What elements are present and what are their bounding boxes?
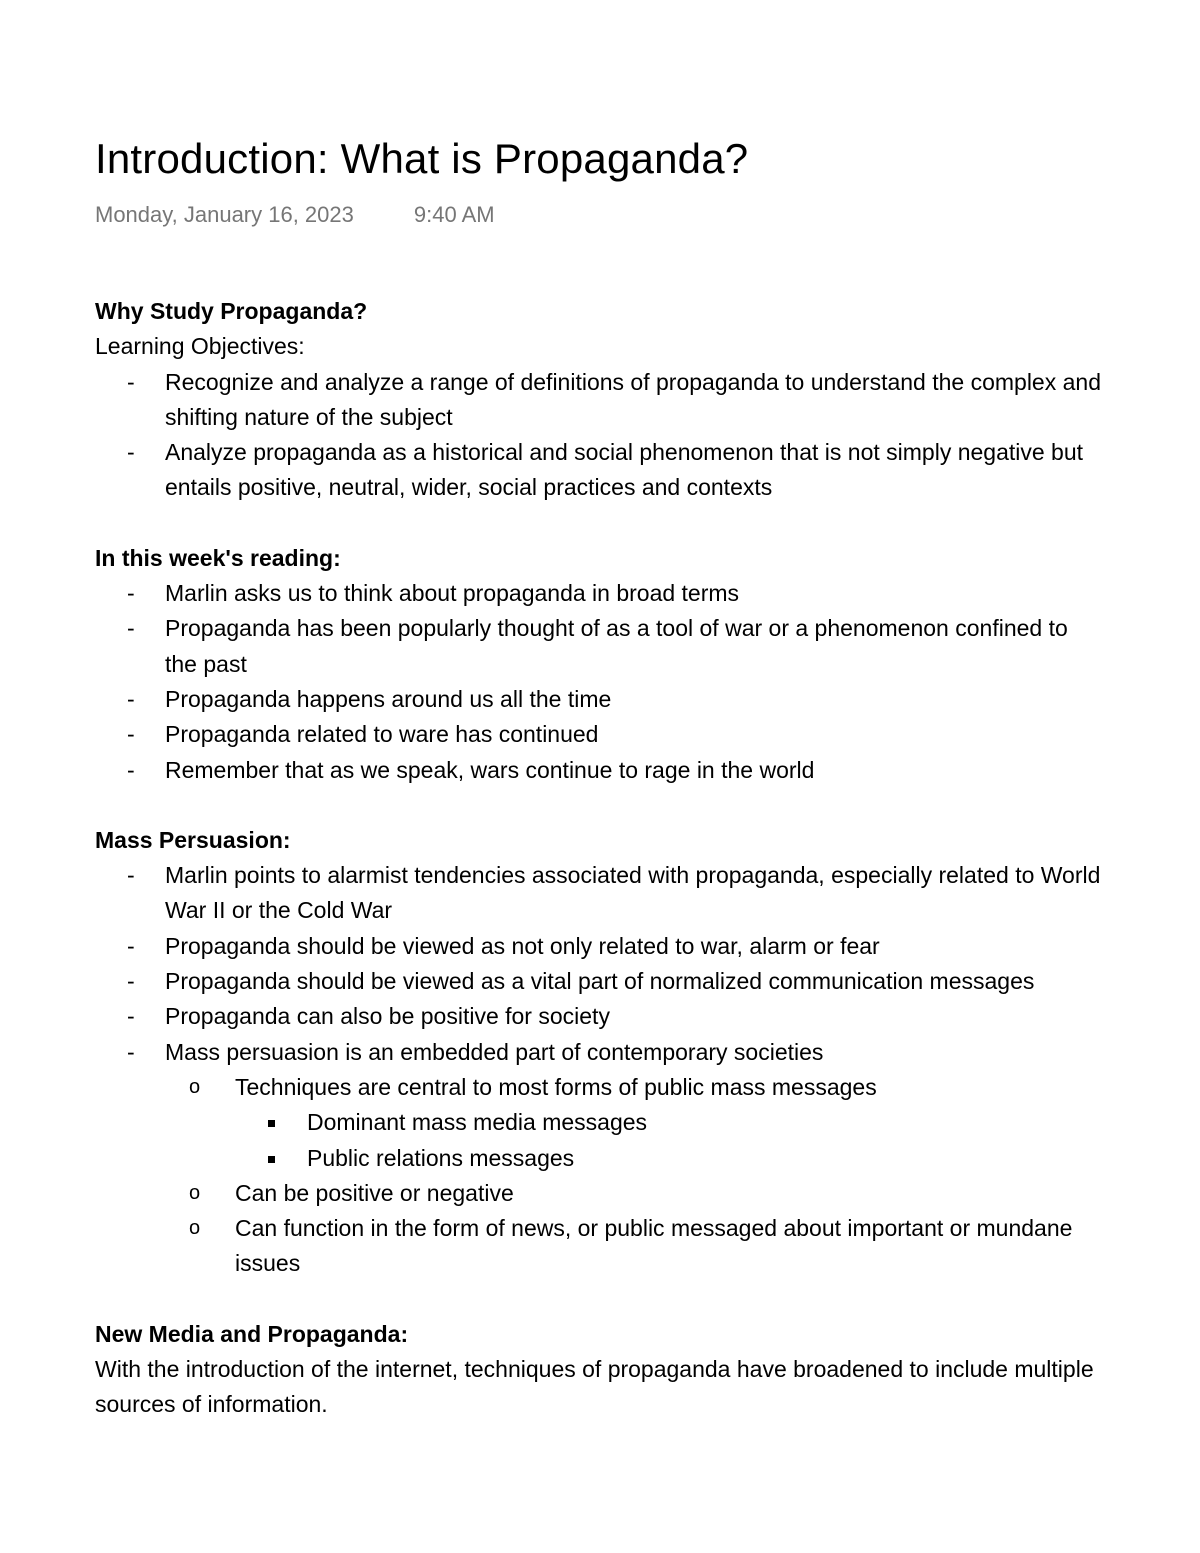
list-item: Public relations messages xyxy=(235,1141,1105,1176)
section-paragraph: With the introduction of the internet, techniques of propaganda have broadened to include multiple sources of information. xyxy=(95,1356,1094,1418)
list-item: - Recognize and analyze a range of definitions of propaganda to understand the complex and shifting nature of the subject xyxy=(95,365,1105,436)
section-heading: In this week's reading: xyxy=(95,544,341,571)
square-bullet-icon xyxy=(268,1156,275,1163)
dash-bullet: - xyxy=(127,862,135,889)
list-item: - Marlin points to alarmist tendencies associated with propaganda, especially related to World War II or the Cold War xyxy=(95,858,1105,929)
dash-bullet: - xyxy=(127,1003,135,1030)
dash-bullet: - xyxy=(127,439,135,466)
section-heading: New Media and Propaganda: xyxy=(95,1320,409,1347)
dash-bullet: - xyxy=(127,932,135,959)
mass-persuasion-list xyxy=(95,858,1105,1282)
list-item: o Techniques are central to most forms of public mass messages Dominant mass media messages Public relations messages xyxy=(165,1070,1105,1176)
dash-bullet: - xyxy=(127,721,135,748)
nested-list xyxy=(235,1105,1105,1176)
list-item: - Remember that as we speak, wars continue to rage in the world xyxy=(95,753,1105,788)
list-item: - Analyze propaganda as a historical and social phenomenon that is not simply negative but entails positive, neutral, wider, social practices and contexts xyxy=(95,435,1105,506)
circle-bullet: o xyxy=(189,1181,201,1204)
list-item: - Propaganda has been popularly thought of as a tool of war or a phenomenon confined to the past xyxy=(95,611,1105,682)
note-page xyxy=(95,130,1105,1423)
section-heading: Why Study Propaganda? xyxy=(95,298,368,324)
dash-bullet: - xyxy=(127,1038,135,1065)
list-item: Dominant mass media messages xyxy=(235,1105,1105,1140)
list-item: - Propaganda related to ware has continued xyxy=(95,717,1105,752)
page-title: Introduction: What is Propaganda? xyxy=(95,135,749,182)
list-item: - Marlin asks us to think about propaganda in broad terms xyxy=(95,576,1105,611)
section-new-media xyxy=(95,1317,1105,1423)
circle-bullet: o xyxy=(189,1075,201,1098)
dash-bullet: - xyxy=(127,685,135,712)
note-timestamp xyxy=(95,200,1105,230)
list-item: o Can function in the form of news, or public messaged about important or mundane issues xyxy=(165,1211,1105,1282)
section-heading: Mass Persuasion: xyxy=(95,826,291,853)
dash-bullet: - xyxy=(127,968,135,995)
section-why-study xyxy=(95,294,1105,506)
nested-list xyxy=(165,1070,1105,1282)
dash-bullet: - xyxy=(127,615,135,642)
dash-bullet: - xyxy=(127,368,135,395)
list-item: - Mass persuasion is an embedded part of contemporary societies o Techniques are central to most forms of public mass messages Dominant mass media messages Public relations messages o Can be positive or negative o Can function in the form of news, or public messaged about important or mundane issues xyxy=(95,1035,1105,1282)
list-item: - Propaganda should be viewed as a vital part of normalized communication messages xyxy=(95,964,1105,999)
section-mass-persuasion xyxy=(95,823,1105,1282)
section-weekly-reading xyxy=(95,541,1105,788)
objectives-list xyxy=(95,365,1105,506)
note-time: 9:40 AM xyxy=(413,202,495,227)
list-item: o Can be positive or negative xyxy=(165,1176,1105,1211)
dash-bullet: - xyxy=(127,580,135,607)
list-item: - Propaganda should be viewed as not only related to war, alarm or fear xyxy=(95,929,1105,964)
list-item: - Propaganda can also be positive for society xyxy=(95,999,1105,1034)
square-bullet-icon xyxy=(268,1120,275,1127)
section-subheading: Learning Objectives: xyxy=(95,333,305,360)
list-item: - Propaganda happens around us all the time xyxy=(95,682,1105,717)
reading-list xyxy=(95,576,1105,788)
dash-bullet: - xyxy=(127,756,135,783)
circle-bullet: o xyxy=(189,1217,201,1240)
note-date: Monday, January 16, 2023 xyxy=(95,202,354,227)
